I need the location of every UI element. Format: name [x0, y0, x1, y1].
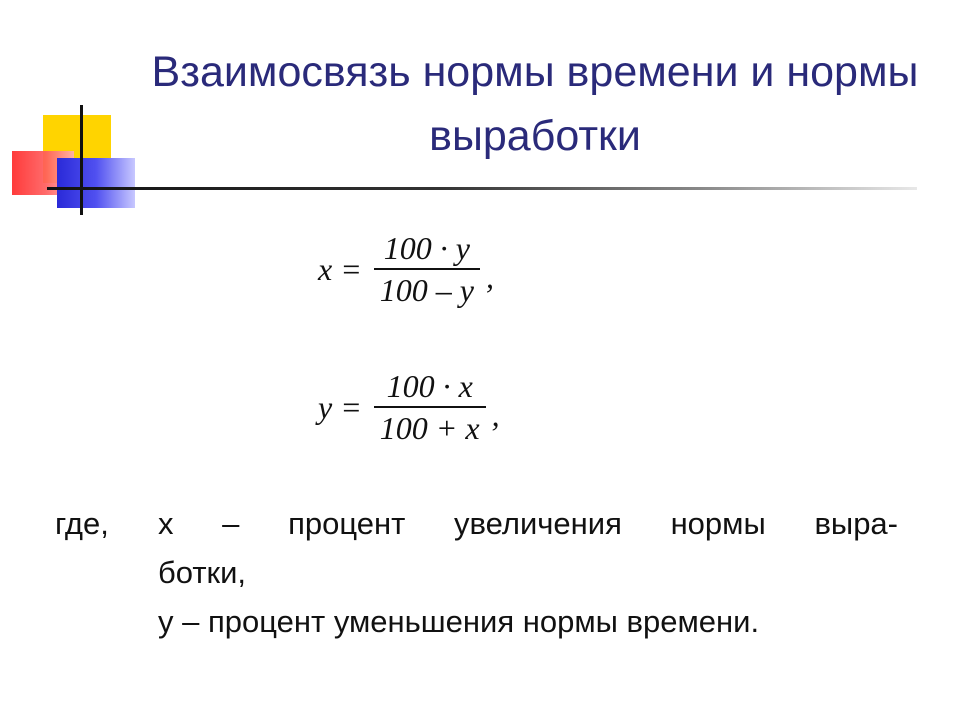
formula-y-denominator: 100 + x	[379, 410, 480, 446]
explanation-line-y: у – процент уменьшения нормы времени.	[158, 604, 760, 639]
formula-y-lhs: y =	[318, 388, 362, 425]
decor-vertical-line	[80, 105, 83, 215]
formula-x	[318, 228, 494, 310]
formula-x-numerator: 100 · y	[383, 230, 470, 266]
formula-x-fraction	[374, 228, 480, 310]
formula-x-lhs: x =	[318, 250, 362, 287]
formula-x-denominator: 100 – y	[379, 272, 474, 308]
decor-blue-square	[57, 158, 135, 208]
formula-y-fraction	[374, 366, 486, 448]
formula-x-comma: ,	[486, 258, 494, 295]
title-underline	[47, 187, 917, 190]
explanation-line-x: х – процент увеличения нормы выра-	[158, 506, 898, 541]
slide-title: Взаимосвязь нормы времени и нормы выработки	[151, 48, 919, 160]
formula-y-comma: ,	[491, 396, 500, 433]
formula-y-numerator: 100 · x	[386, 368, 473, 404]
formula-y	[318, 366, 500, 448]
where-label: где,	[55, 506, 109, 541]
explanation-line-x-continued: ботки,	[158, 555, 247, 590]
